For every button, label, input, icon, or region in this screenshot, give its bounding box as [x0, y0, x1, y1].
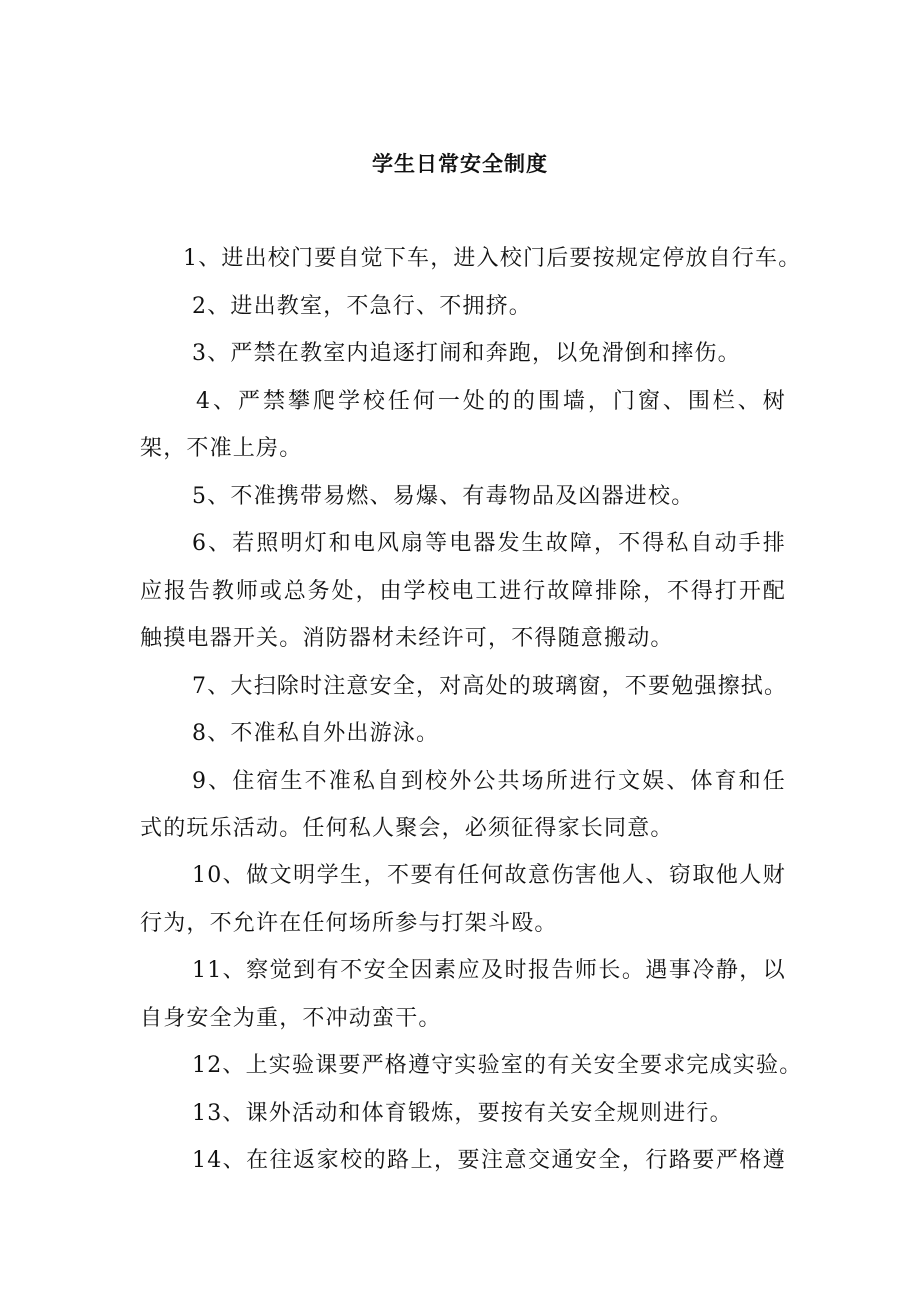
rule-line: 12、上实验课要严格遵守实验室的有关安全要求完成实验。 [192, 1053, 803, 1078]
rule-line: 3、严禁在教室内追逐打闹和奔跑，以免滑倒和摔伤。 [192, 341, 741, 366]
rule-line: 13、课外活动和体育锻炼，要按有关安全规则进行。 [192, 1101, 733, 1126]
rule-line: 11、察觉到有不安全因素应及时报告师长。遇事冷静，以 [192, 958, 786, 983]
rule-line: 14、在往返家校的路上，要注意交通安全，行路要严格遵 [192, 1148, 786, 1173]
rule-line: 架，不准上房。 [140, 436, 303, 461]
rule-line: 6、若照明灯和电风扇等电器发生故障，不得私自动手排 [192, 531, 786, 556]
rule-line: 式的玩乐活动。任何私人聚会，必须征得家长同意。 [140, 816, 674, 841]
rule-line: 4、严禁攀爬学校任何一处的的围墙，门窗、围栏、树 [196, 389, 786, 414]
rule-line: 7、大扫除时注意安全，对高处的玻璃窗，不要勉强擦拭。 [192, 674, 788, 699]
rule-line: 1、进出校门要自觉下车，进入校门后要按规定停放自行车。 [183, 246, 802, 271]
rule-line: 2、进出教室，不急行、不拥挤。 [192, 294, 532, 319]
document-title: 学生日常安全制度 [372, 151, 548, 176]
rule-line: 触摸电器开关。消防器材未经许可，不得随意搬动。 [140, 626, 674, 651]
rule-line: 5、不准携带易燃、易爆、有毒物品及凶器进校。 [192, 484, 695, 509]
rule-line: 9、住宿生不准私自到校外公共场所进行文娱、体育和任 [192, 769, 786, 794]
rule-line: 自身安全为重，不冲动蛮干。 [140, 1006, 442, 1031]
rule-line: 行为，不允许在任何场所参与打架斗殴。 [140, 911, 558, 936]
rule-line: 10、做文明学生，不要有任何故意伤害他人、窃取他人财 [192, 863, 786, 888]
rule-line: 8、不准私自外出游泳。 [192, 721, 440, 746]
rule-line: 应报告教师或总务处，由学校电工进行故障排除，不得打开配 [140, 579, 786, 604]
